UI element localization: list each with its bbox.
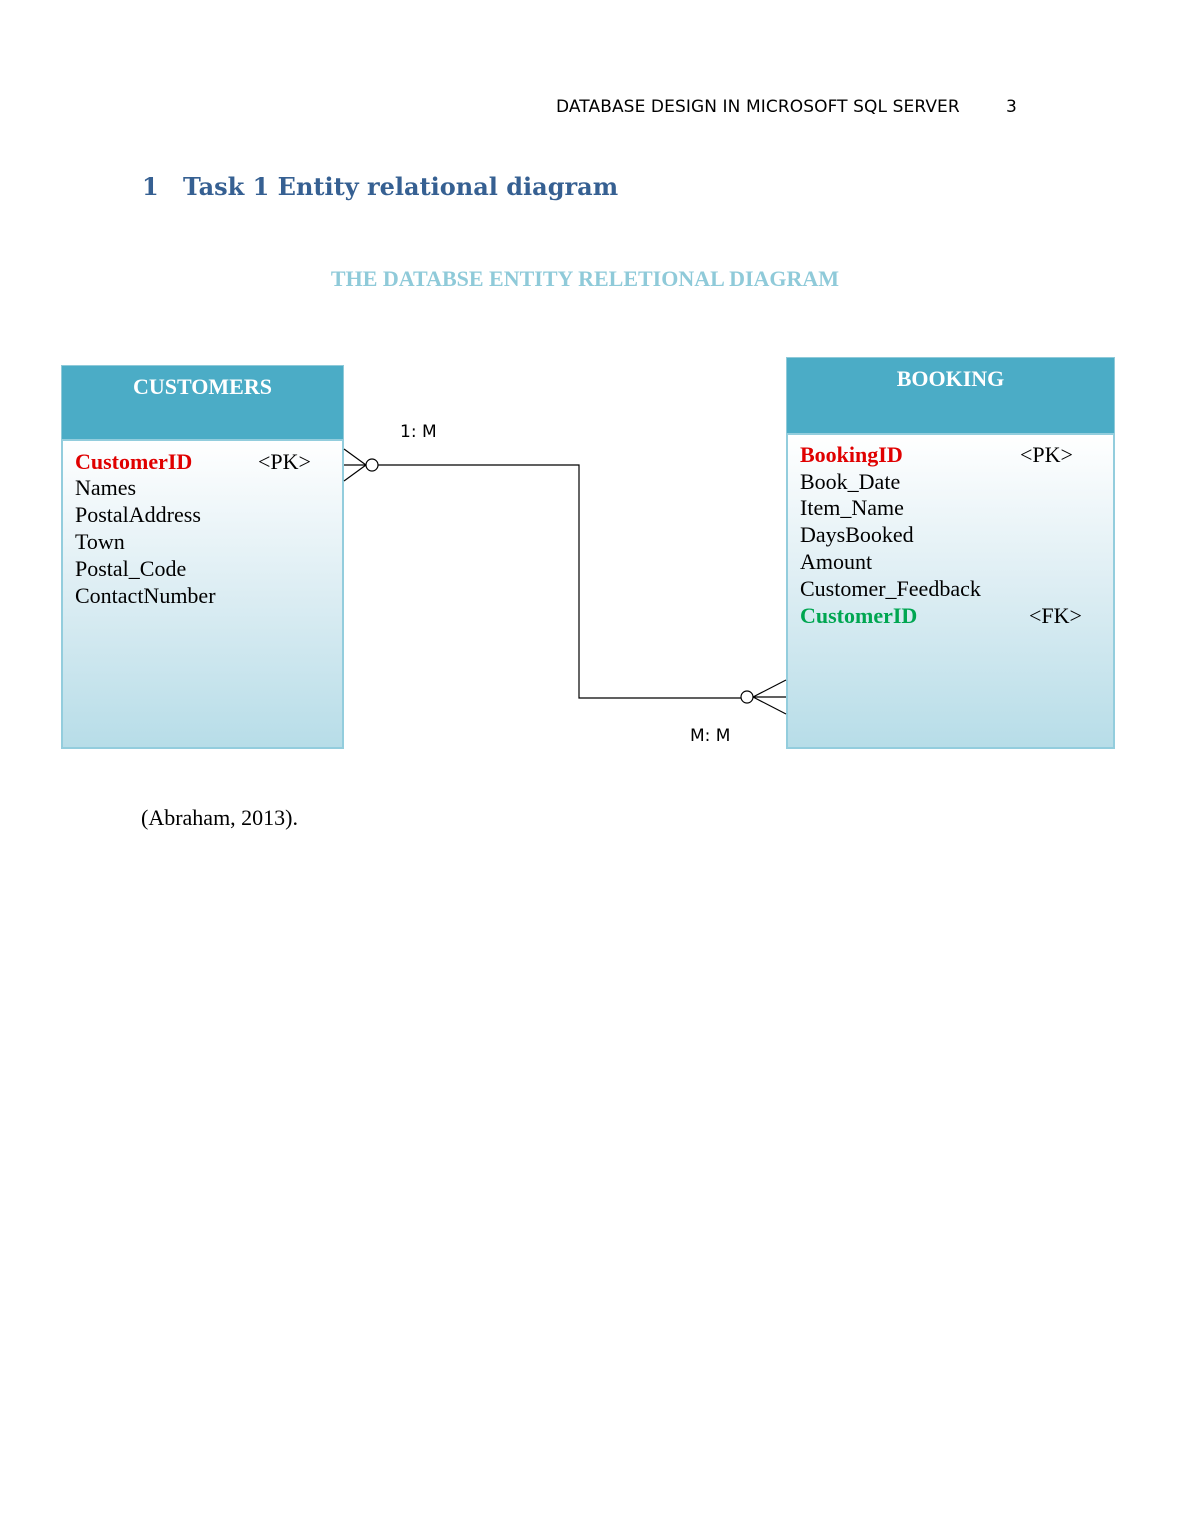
section-number: 1	[142, 172, 159, 201]
booking-fk-attribute: CustomerID	[800, 603, 918, 628]
customers-optional-circle	[366, 459, 378, 471]
customers-attribute: Town	[75, 529, 125, 554]
booking-attribute: Item_Name	[800, 495, 904, 520]
booking-pk-tag: <PK>	[1020, 442, 1073, 467]
booking-crowfoot	[753, 680, 786, 714]
booking-attribute: DaysBooked	[800, 522, 914, 547]
booking-optional-circle	[741, 691, 753, 703]
booking-attribute: Book_Date	[800, 469, 901, 494]
customers-attribute: ContactNumber	[75, 583, 216, 608]
customers-entity-name: CUSTOMERS	[133, 374, 272, 399]
customers-attribute: Names	[75, 475, 137, 500]
customers-pk-tag: <PK>	[258, 449, 311, 474]
customers-attribute: Postal_Code	[75, 556, 187, 581]
booking-entity-name: BOOKING	[896, 366, 1005, 391]
booking-fk-tag: <FK>	[1029, 603, 1082, 628]
running-head-title: DATABASE DESIGN IN MICROSOFT SQL SERVER	[556, 97, 960, 117]
customers-attribute: PostalAddress	[75, 502, 201, 527]
booking-pk-attribute: BookingID	[800, 442, 903, 467]
relationship-label-booking: M: M	[690, 726, 731, 746]
customers-crowfoot	[344, 449, 366, 481]
diagram-title: THE DATABSE ENTITY RELETIONAL DIAGRAM	[330, 266, 840, 291]
relationship-line	[378, 465, 741, 698]
booking-attribute: Amount	[800, 549, 873, 574]
page-number: 3	[1006, 97, 1017, 117]
citation: (Abraham, 2013).	[141, 805, 299, 830]
booking-attribute: Customer_Feedback	[800, 576, 981, 601]
relationship-label-customers: 1: M	[400, 422, 437, 442]
customers-pk-attribute: CustomerID	[75, 449, 193, 474]
section-title: Task 1 Entity relational diagram	[183, 172, 619, 201]
